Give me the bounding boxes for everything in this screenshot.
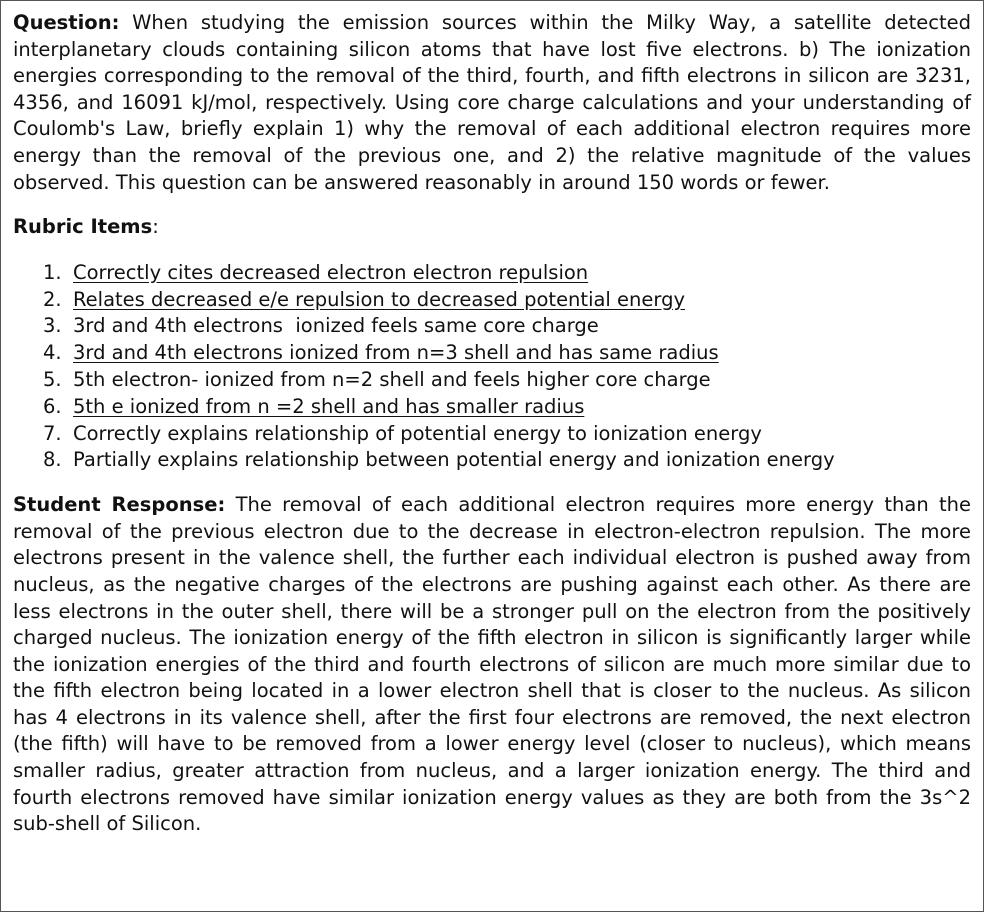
rubric-item-text: Relates decreased e/e repulsion to decreased potential energy: [73, 287, 685, 311]
rubric-item: [13, 260, 971, 287]
rubric-item-text: Partially explains relationship between potential energy and ionization energy: [73, 448, 835, 472]
rubric-item: [13, 287, 971, 314]
rubric-item: [13, 367, 971, 394]
rubric-item-number: 1.: [43, 260, 62, 284]
rubric-item: [13, 394, 971, 421]
rubric-item-number: 3.: [43, 314, 62, 338]
student-response-section: [13, 492, 971, 838]
student-response-text: The removal of each additional electron requires more energy than the removal of the previous electron due to the decrease in electron-electron repulsion. The more electrons present in the valence shell, the further each individual electron is pushed away from nucleus, as the negative charges of the electrons are pushing against each other. As there are less electrons in the outer shell, there will be a stronger pull on the electron from the positively charged nucleus. The ionization energy of the fifth electron in silicon is significantly larger while the ionization energies of the third and fourth electrons of silicon are much more similar due to the fifth electron being located in a lower electron shell that is closer to the nucleus. As silicon has 4 electrons in its valence shell, after the first four electrons are removed, the next electron (the fifth) will have to be removed from a lower energy level (closer to nucleus), which means smaller radius, greater attraction from nucleus, and a larger ionization energy. The third and fourth electrons removed have similar ionization energy values as they are both from the 3s^2 sub-shell of Silicon.: [13, 493, 972, 836]
rubric-item-text: Correctly cites decreased electron electron repulsion: [73, 260, 589, 284]
rubric-title: Rubric Items: [13, 215, 153, 239]
rubric-item-text: 5th e ionized from n =2 shell and has smaller radius: [73, 394, 585, 418]
rubric-item-number: 2.: [43, 287, 62, 311]
rubric-title-colon: :: [152, 215, 159, 239]
rubric-item-text: 5th electron- ionized from n=2 shell and feels higher core charge: [73, 367, 711, 391]
rubric-item-number: 4.: [43, 341, 62, 365]
rubric-item-number: 8.: [43, 448, 62, 472]
question-section: [13, 10, 971, 196]
rubric-item-number: 5.: [43, 367, 62, 391]
rubric-item-number: 6.: [43, 394, 62, 418]
question-text: When studying the emission sources within the Milky Way, a satellite detected interplanetary clouds containing silicon atoms that have lost five electrons. b) The ionization energies corresponding to the removal of the third, fourth, and fifth electrons in silicon are 3231, 4356, and 16091 kJ/mol, respectively. Using core charge calculations and your understanding of Coulomb's Law, briefly explain 1) why the removal of each additional electron requires more energy than the removal of the previous one, and 2) the relative magnitude of the values observed. This question can be answered reasonably in around 150 words or fewer.: [13, 11, 972, 194]
rubric-list: [13, 260, 971, 474]
rubric-item: [13, 340, 971, 367]
rubric-heading: [13, 214, 971, 241]
question-label: Question:: [13, 11, 120, 34]
student-response-label: Student Response:: [13, 493, 226, 517]
rubric-item: [13, 421, 971, 448]
rubric-item-text: 3rd and 4th electrons ionized feels same core charge: [73, 314, 599, 338]
rubric-item: [13, 447, 971, 474]
rubric-item-text: 3rd and 4th electrons ionized from n=3 shell and has same radius: [73, 341, 719, 365]
rubric-item-text: Correctly explains relationship of potential energy to ionization energy: [73, 421, 762, 445]
rubric-item: [13, 313, 971, 340]
rubric-item-number: 7.: [43, 421, 62, 445]
